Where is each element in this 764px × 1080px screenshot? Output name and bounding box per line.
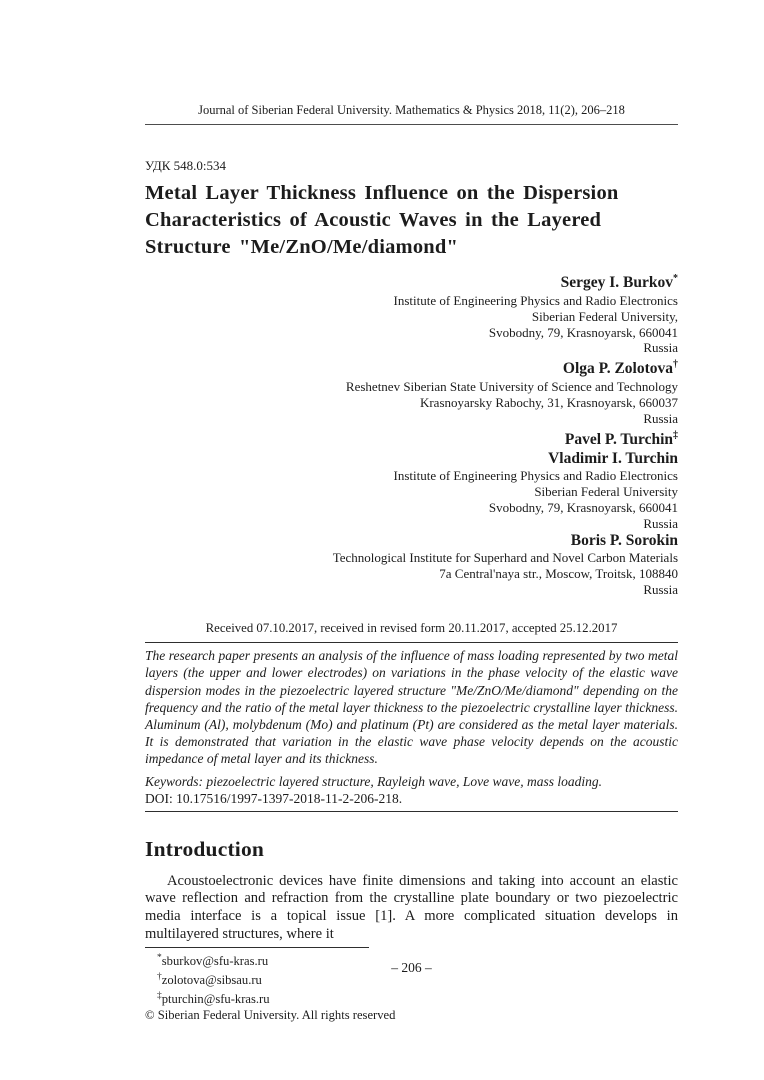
author-affiliation: Svobodny, 79, Krasnoyarsk, 660041 bbox=[488, 500, 678, 515]
author-affiliation: Svobodny, 79, Krasnoyarsk, 660041 bbox=[488, 324, 678, 340]
paper-title-line: Characteristics of Acoustic Waves in the Layered bbox=[145, 209, 602, 231]
page-content bbox=[145, 0, 678, 1023]
doi-line: DOI: 10.17516/1997-1397-2018-11-2-206-218. bbox=[145, 791, 403, 807]
journal-header-text: Journal of Siberian Federal University. Mathematics & Physics 2018, 11(2), 206–218 bbox=[198, 103, 625, 117]
footnote-text: sburkov@sfu-kras.ru bbox=[161, 954, 269, 969]
abstract-text: The research paper presents an analysis of the influence of mass loading represented by two metal layers (the upper and lower electrodes) on variations in the phase velocity of the elastic wave dispersion modes in the piezoelectric layered structure "Me/ZnO/Me/diamond" depending on the frequency and the ratio of the metal layer thickness to the piezoelectric crystalline layer thickness. Aluminum (Al), molybdenum (Mo) and platinum (Pt) are considered as the metal layer materials. It is demonstrated that variation in the elastic wave phase velocity depends on the acoustic impedance of metal layer and its thickness. bbox=[145, 648, 678, 767]
author-name bbox=[145, 427, 678, 450]
author-affiliation: Siberian Federal University bbox=[534, 484, 678, 500]
introduction-heading: Introduction bbox=[145, 836, 265, 861]
udk-code: УДК 548.0:534 bbox=[145, 158, 227, 173]
author-affiliation: Russia bbox=[643, 582, 678, 598]
author-name-text: Boris P. Sorokin bbox=[570, 531, 678, 549]
footnote-text: zolotova@sibsau.ru bbox=[161, 973, 262, 988]
footnote-marker: † bbox=[157, 972, 162, 983]
paper-title-line: Structure "Me/ZnO/Me/diamond" bbox=[145, 236, 459, 258]
footnote-marker: * bbox=[157, 953, 162, 964]
paper-title-line: Metal Layer Thickness Influence on the Dispersion bbox=[145, 182, 619, 204]
author-name-text: Sergey I. Burkov bbox=[560, 274, 673, 292]
journal-header bbox=[145, 103, 678, 125]
keywords-line: Keywords: piezoelectric layered structure, Rayleigh wave, Love wave, mass loading. bbox=[145, 773, 603, 789]
author-name bbox=[145, 450, 678, 469]
author-name bbox=[145, 532, 678, 551]
author-group bbox=[145, 427, 678, 532]
author-name bbox=[145, 356, 678, 379]
author-name-text: Olga P. Zolotova bbox=[562, 360, 673, 378]
footnote-email bbox=[145, 989, 678, 1008]
footnote-marker: ‡ bbox=[157, 990, 162, 1001]
author-affiliation: Russia bbox=[643, 340, 678, 356]
author-group bbox=[145, 532, 678, 598]
author-affiliation: Technological Institute for Superhard and Novel Carbon Materials bbox=[332, 550, 678, 566]
page-number: – 206 – bbox=[391, 960, 432, 975]
author-affiliation: Reshetnev Siberian State University of Science and Technology bbox=[345, 379, 678, 395]
author-affiliation: Russia bbox=[643, 515, 678, 531]
author-footnote-marker: * bbox=[673, 273, 678, 284]
author-affiliation: Russia bbox=[643, 410, 678, 426]
author-group bbox=[145, 356, 678, 426]
author-group bbox=[145, 270, 678, 356]
author-affiliation: Siberian Federal University, bbox=[531, 308, 678, 324]
authors-block bbox=[145, 270, 678, 598]
author-footnote-marker: ‡ bbox=[673, 429, 678, 441]
author-name-text: Vladimir I. Turchin bbox=[548, 449, 678, 467]
footnote-text: pturchin@sfu-kras.ru bbox=[161, 992, 270, 1007]
author-affiliation: Institute of Engineering Physics and Radio Electronics bbox=[393, 468, 678, 484]
abstract-section bbox=[145, 642, 678, 811]
author-affiliation: Institute of Engineering Physics and Radio Electronics bbox=[393, 292, 678, 308]
received-dates: Received 07.10.2017, received in revised form 20.11.2017, accepted 25.12.2017 bbox=[205, 621, 618, 636]
author-affiliation: 7a Central'naya str., Moscow, Troitsk, 108840 bbox=[439, 566, 678, 582]
copyright-line: © Siberian Federal University. All rights reserved bbox=[145, 1007, 396, 1022]
author-footnote-marker: † bbox=[673, 359, 678, 371]
author-name bbox=[145, 270, 678, 293]
introduction-paragraph: Acoustoelectronic devices have finite dimensions and taking into account an elastic wave reflection and refraction from the crystalline plate boundary or two piezoelectric media interface is a topical issue [1]. A more complicated situation develops in multilayered structures, where it bbox=[145, 872, 678, 942]
author-affiliation: Krasnoyarsky Rabochy, 31, Krasnoyarsk, 660037 bbox=[419, 395, 678, 411]
author-name-text: Pavel P. Turchin bbox=[564, 431, 673, 448]
paper-title bbox=[145, 180, 678, 261]
